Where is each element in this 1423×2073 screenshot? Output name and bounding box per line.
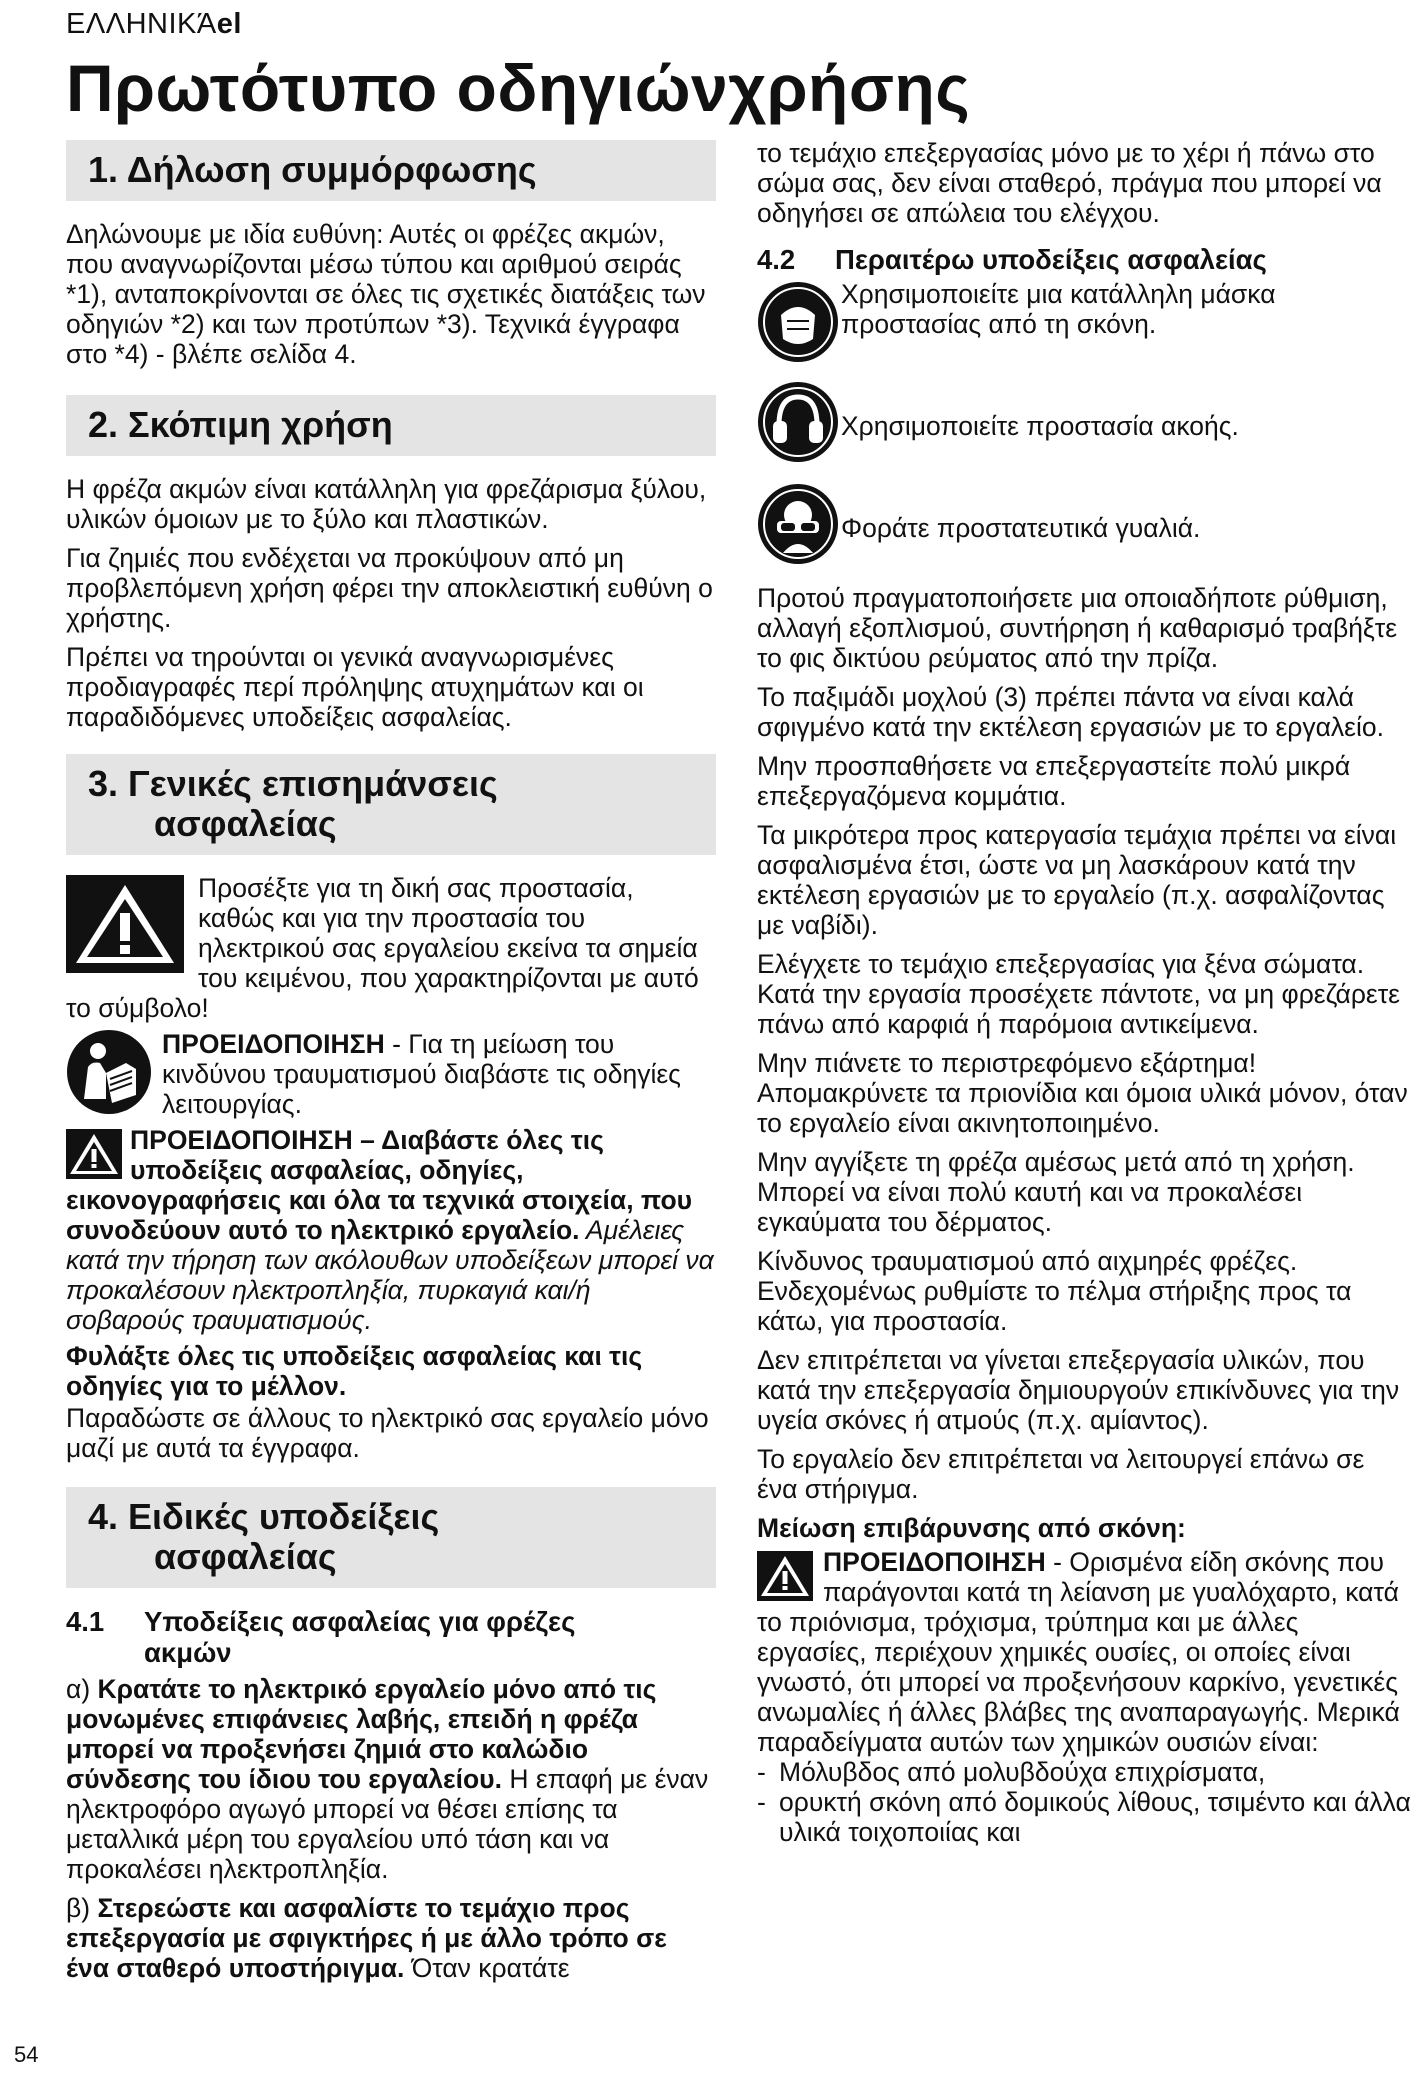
dust-mask-note bbox=[757, 279, 1412, 367]
general-warning-italic: Αμέλειες κατά την τήρηση των ακόλουθων υποδείξεων μπορεί να προκαλέσουν ηλεκτροπληξία, πυρκαγιά και/ή σοβαρούς τραυματισμούς. bbox=[66, 1215, 714, 1335]
general-warning bbox=[66, 1125, 716, 1335]
section-number: 3. bbox=[88, 763, 119, 804]
safety-glasses-note bbox=[757, 477, 1412, 573]
warning-note bbox=[66, 873, 716, 1023]
handover-text: Παραδώστε σε άλλους το ηλεκτρικό σας εργαλείο μόνο μαζί με αυτά τα έγγραφα. bbox=[66, 1403, 709, 1463]
general-warning-bold: ΠΡΟΕΙΔΟΠΟΙΗΣΗ – Διαβάστε όλες τις υποδείξεις ασφαλείας, οδηγίες, εικονογραφήσεις και όλα τα τεχνικά στοιχεία, που συνοδεύουν αυτό το ηλεκτρικό εργαλείο. bbox=[66, 1125, 693, 1245]
declaration-text: Δηλώνουμε με ιδία ευθύνη: Αυτές οι φρέζες ακμών, που αναγνωρίζονται μέσω τύπου και αριθμού σειράς *1), ανταποκρίνονται σε όλες τις σχετικές διατάξεις των οδηγιών *2) και των προτύπων *3). Τεχνικά έγγραφα στο *4) - βλέπε σελίδα 4. bbox=[66, 219, 706, 369]
section-number: 2. bbox=[88, 404, 119, 445]
section-heading-3 bbox=[66, 754, 716, 855]
general-warning-text bbox=[66, 1125, 716, 1335]
language-label bbox=[66, 8, 242, 41]
item-prefix: β) bbox=[66, 1893, 98, 1923]
language-name: ΕΛΛΗΝΙΚΆ bbox=[66, 8, 217, 40]
section-title: Δήλωση συμμόρφωσης bbox=[126, 149, 537, 190]
rule-1: Προτού πραγματοποιήσετε μια οποιαδήποτε ρύθμιση, αλλαγή εξοπλισμού, συντήρηση ή καθαρισμό τραβήξτε το φις δικτύου ρεύματος από την πρίζα. bbox=[757, 583, 1398, 673]
instruction-b-continued: το τεμάχιο επεξεργασίας μόνο με το χέρι ή πάνω στο σώμα σας, δεν είναι σταθερό, πράγμα που μπορεί να οδηγήσει σε απώλεια του ελέγχου. bbox=[757, 138, 1382, 228]
small-warning-icon bbox=[757, 1551, 813, 1601]
rule-9: Δεν επιτρέπεται να γίνεται επεξεργασία υλικών, που κατά την επεξεργασία δημιουργούν επικίνδυνες για την υγεία σκόνες ή ατμούς (π.χ. αμίαντος). bbox=[757, 1345, 1400, 1435]
page-title: Πρωτότυπο οδηγιώνχρήσης bbox=[66, 51, 971, 125]
rule-7: Μην αγγίξετε τη φρέζα αμέσως μετά από τη χρήση. Μπορεί να είναι πολύ καυτή και να προκαλέσει εγκαύματα του δέρματος. bbox=[757, 1147, 1355, 1237]
ear-protection-note bbox=[757, 377, 1412, 467]
list-item-text: Μόλυβδος από μολυβδούχα επιχρίσματα, bbox=[779, 1757, 1266, 1787]
instruction-b-bold: Στερεώστε και ασφαλίστε το τεμάχιο προς επεξεργασία με σφιγκτήρες ή με άλλο τρόπο σε ένα σταθερό υποστήριγμα. bbox=[66, 1893, 667, 1983]
dust-mask-icon bbox=[757, 281, 839, 363]
small-warning-icon bbox=[66, 1129, 122, 1179]
rule-6: Μην πιάνετε το περιστρεφόμενο εξάρτημα! Απομακρύνετε τα πριονίδια και όμοια υλικά μόνον, όταν το εργαλείο είναι ακινητοποιημένο. bbox=[757, 1048, 1408, 1138]
instruction-b-body: Όταν κρατάτε bbox=[404, 1953, 570, 1983]
rule-2: Το παξιμάδι μοχλού (3) πρέπει πάντα να είναι καλά σφιγμένο κατά την εκτέλεση εργασιών με το εργαλείο. bbox=[757, 682, 1384, 742]
ear-protection-text: Χρησιμοποιείτε προστασία ακοής. bbox=[841, 411, 1239, 441]
page-number: 54 bbox=[14, 2042, 39, 2067]
subsection-heading-4-1 bbox=[66, 1606, 716, 1668]
section-number: 4. bbox=[88, 1496, 119, 1537]
dust-warning-text bbox=[757, 1547, 1412, 1757]
section-title-continued: ασφαλείας bbox=[154, 1536, 337, 1577]
subsection-title: Περαιτέρω υποδείξεις ασφαλείας bbox=[835, 244, 1267, 275]
section-title: Γενικές επισημάνσεις bbox=[128, 763, 498, 804]
list-item: - ορυκτή σκόνη από δομικούς λίθους, τσιμέντο και άλλα υλικά τοιχοποιίας και bbox=[757, 1787, 1411, 1847]
read-manual-icon bbox=[66, 1029, 152, 1115]
rule-8: Κίνδυνος τραυματισμού από αιχμηρές φρέζες. Ενδεχομένως ρυθμίστε το πέλμα στήριξης προς τα κάτω, για προστασία. bbox=[757, 1246, 1352, 1336]
read-manual-note bbox=[66, 1029, 716, 1119]
rule-4: Τα μικρότερα προς κατεργασία τεμάχια πρέπει να είναι ασφαλισμένα έτσι, ώστε να μη λασκάρουν κατά την εκτέλεση εργασιών με το εργαλείο (π.χ. ασφαλίζοντας με ναβίδι). bbox=[757, 820, 1397, 940]
intended-use-text: Η φρέζα ακμών είναι κατάλληλη για φρεζάρισμα ξύλου, υλικών όμοιων με το ξύλο και πλαστικών. bbox=[66, 474, 707, 534]
subsection-title-continued: ακμών bbox=[144, 1637, 232, 1668]
keep-instructions-text: Φυλάξτε όλες τις υποδείξεις ασφαλείας και τις οδηγίες για το μέλλον. bbox=[66, 1341, 643, 1401]
section-heading-1 bbox=[66, 140, 716, 201]
warning-keyword: ΠΡΟΕΙΔΟΠΟΙΗΣΗ bbox=[823, 1547, 1046, 1577]
language-code: el bbox=[216, 8, 242, 40]
subsection-number: 4.1 bbox=[66, 1606, 105, 1637]
item-prefix: α) bbox=[66, 1674, 98, 1704]
rule-10: Το εργαλείο δεν επιτρέπεται να λειτουργεί επάνω σε ένα στήριγμα. bbox=[757, 1444, 1365, 1504]
read-manual-text bbox=[66, 1029, 716, 1119]
instruction-b bbox=[66, 1893, 716, 1983]
list-item: - Μόλυβδος από μολυβδούχα επιχρίσματα, bbox=[757, 1757, 1266, 1787]
warning-triangle-icon bbox=[66, 875, 184, 973]
safety-glasses-text: Φοράτε προστατευτικά γυαλιά. bbox=[841, 513, 1201, 543]
read-manual-body: - Για τη μείωση του κινδύνου τραυματισμού διαβάστε τις οδηγίες λειτουργίας. bbox=[162, 1029, 681, 1119]
rule-5: Ελέγχετε το τεμάχιο επεξεργασίας για ξένα σώματα. Κατά την εργασία προσέχετε πάντοτε, να μη φρεζάρετε πάνω από καρφιά ή παρόμοια αντικείμενα. bbox=[757, 949, 1401, 1039]
rule-3: Μην προσπαθήσετε να επεξεργαστείτε πολύ μικρά επεξεργαζόμενα κομμάτια. bbox=[757, 751, 1351, 811]
regulations-text: Πρέπει να τηρούνται οι γενικά αναγνωρισμένες προδιαγραφές περί πρόληψης ατυχημάτων και οι παραδιδόμενες υποδείξεις ασφαλείας. bbox=[66, 642, 644, 732]
instruction-a-body: Η επαφή με έναν ηλεκτροφόρο αγωγό μπορεί να θέσει επίσης τα μεταλλικά μέρη του εργαλείου υπό τάση και να προκαλέσει ηλεκτροπληξία. bbox=[66, 1764, 709, 1884]
dust-warning-body: - Ορισμένα είδη σκόνης που παράγονται κατά τη λείανση με γυαλόχαρτο, κατά το πριόνισμα, τρόχισμα, τρύπημα και με άλλες εργασίες, περιέχουν χημικές ουσίες, οι οποίες είναι γνωστό, ότι μπορεί να προξενήσουν καρκίνο, γενετικές ανωμαλίες ή άλλες βλάβες της αναπαραγωγής. Μερικά παραδείγματα αυτών των χημικών ουσιών είναι: bbox=[757, 1547, 1400, 1757]
section-heading-4 bbox=[66, 1487, 716, 1588]
warning-keyword: ΠΡΟΕΙΔΟΠΟΙΗΣΗ bbox=[162, 1029, 385, 1059]
subsection-title: Υποδείξεις ασφαλείας για φρέζες bbox=[144, 1606, 576, 1637]
safety-glasses-icon bbox=[757, 483, 839, 565]
dust-mask-text: Χρησιμοποιείτε μια κατάλληλη μάσκα προστασίας από τη σκόνη. bbox=[841, 279, 1276, 339]
section-title-continued: ασφαλείας bbox=[154, 803, 337, 844]
instruction-a-bold: Κρατάτε το ηλεκτρικό εργαλείο μόνο από τις μονωμένες επιφάνειες λαβής, επειδή η φρέζα μπορεί να προξενήσει ζημιά στο καλώδιο σύνδεσης του ίδιου του εργαλείου. bbox=[66, 1674, 657, 1794]
ear-protection-icon bbox=[757, 381, 839, 463]
section-heading-2 bbox=[66, 395, 716, 456]
section-title: Σκόπιμη χρήση bbox=[128, 404, 393, 445]
list-item-text: ορυκτή σκόνη από δομικούς λίθους, τσιμέντο και άλλα υλικά τοιχοποιίας και bbox=[779, 1787, 1411, 1847]
section-title: Ειδικές υποδείξεις bbox=[128, 1496, 440, 1537]
subsection-heading-4-2 bbox=[757, 244, 1412, 275]
liability-text: Για ζημιές που ενδέχεται να προκύψουν από μη προβλεπόμενη χρήση φέρει την αποκλειστική ευθύνη ο χρήστης. bbox=[66, 543, 713, 633]
warning-symbol-text: Προσέξτε για τη δική σας προστασία, καθώς και για την προστασία του ηλεκτρικού σας εργαλείου εκείνα τα σημεία του κειμένου, που χαρακτηρίζονται με αυτό το σύμβολο! bbox=[66, 873, 699, 1023]
dust-heading: Μείωση επιβάρυνσης από σκόνη: bbox=[757, 1513, 1186, 1543]
section-number: 1. bbox=[88, 149, 119, 190]
instruction-a bbox=[66, 1674, 716, 1884]
right-column bbox=[757, 138, 1412, 1847]
left-column bbox=[66, 140, 716, 1992]
dust-warning bbox=[757, 1547, 1412, 1757]
subsection-number: 4.2 bbox=[757, 244, 796, 275]
